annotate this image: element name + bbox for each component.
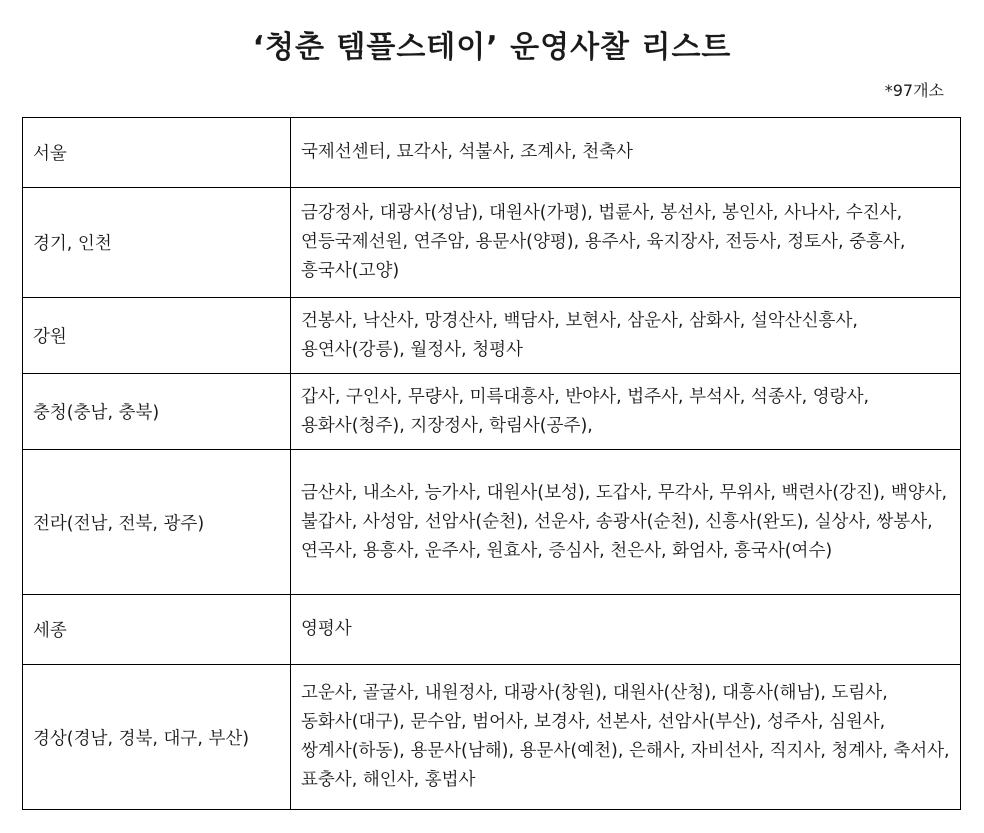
temple-name: 선운사	[534, 511, 585, 532]
temple-name: 대원사(산청)	[612, 683, 711, 703]
temple-name: 성주사	[767, 712, 818, 732]
temple-name: 홍법사	[424, 770, 476, 790]
temple-name: 자비선사	[690, 741, 759, 761]
region-row	[23, 450, 961, 595]
temple-name: 고운사	[301, 683, 352, 703]
temple-name: 청평사	[472, 339, 523, 360]
temple-name: 월정사	[410, 339, 462, 360]
temple-name: 묘각사	[396, 142, 448, 162]
temple-name: 대흥사(해남)	[722, 683, 821, 703]
temple-name: 대원사(보성)	[486, 482, 585, 503]
region-name: 충청(충남, 충북)	[23, 374, 291, 450]
temple-name: 조계사	[520, 142, 572, 162]
temple-name: 석종사	[750, 386, 802, 407]
temple-list-table	[22, 117, 961, 810]
temple-name: 대광사(창원)	[503, 683, 602, 703]
temple-name: 삼화사	[689, 310, 740, 331]
temple-name: 선암사(순천)	[424, 511, 523, 532]
temple-name: 운주사	[424, 540, 476, 561]
temple-name: 청계사	[831, 741, 883, 761]
temple-name: 봉인사	[722, 203, 773, 223]
temple-name: 반야사	[565, 386, 617, 407]
temple-name: 대원사(가평)	[489, 203, 588, 223]
region-name: 전라(전남, 전북, 광주)	[23, 450, 291, 595]
temple-name: 신흥사(완도)	[705, 511, 804, 532]
temple-name: 해인사	[362, 770, 414, 790]
temple-name: 용문사(양평)	[475, 232, 574, 252]
temple-name: 천축사	[582, 142, 633, 162]
temple-name: 무량사	[407, 386, 459, 407]
temple-name: 쌍계사(하동)	[301, 741, 400, 761]
temple-count-note: *97개소	[884, 81, 944, 100]
temple-name: 영평사	[301, 619, 352, 639]
temple-name: 육지장사	[646, 232, 715, 252]
temple-name: 문수암	[410, 712, 462, 732]
region-row	[23, 188, 961, 298]
temple-name: 쌍봉사	[876, 511, 928, 532]
temple-name: 실상사	[814, 511, 866, 532]
temple-list: 금산사, 내소사, 능가사, 대원사(보성), 도갑사, 무각사, 무위사, 백련사(강진), 백양사, 불갑사, 사성암, 선암사(순천), 선운사, 송광사(순천), 신흥사(완도), 실상사, 쌍봉사, 연곡사, 용흥사, 운주사, 원효사, 증심사, 천은사, 화엄사, 흥국사(여수)	[291, 450, 961, 595]
temple-name: 전등사	[725, 232, 777, 252]
region-row	[23, 374, 961, 450]
temple-name: 영랑사	[812, 386, 864, 407]
temple-name: 삼운사	[627, 310, 678, 331]
temple-name: 정토사	[787, 232, 838, 252]
page-title: ‘청춘 템플스테이’ 운영사찰 리스트	[252, 30, 732, 65]
temple-name: 사나사	[784, 203, 835, 223]
temple-name: 금산사	[301, 482, 352, 503]
temple-name: 원효사	[486, 540, 538, 561]
temple-name: 은해사	[628, 741, 680, 761]
region-row	[23, 298, 961, 374]
temple-name: 중흥사	[849, 232, 900, 252]
temple-name: 심원사	[828, 712, 880, 732]
temple-name: 축서사	[893, 741, 945, 761]
temple-name: 미륵대흥사	[469, 386, 555, 407]
temple-name: 법륜사	[598, 203, 650, 223]
temple-name: 표충사	[301, 770, 352, 790]
region-name: 경기, 인천	[23, 188, 291, 298]
temple-name: 천은사	[610, 540, 662, 561]
temple-name: 국제선센터	[301, 142, 386, 162]
temple-list	[291, 595, 961, 665]
temple-name: 증심사	[548, 540, 600, 561]
temple-name: 내소사	[362, 482, 414, 503]
temple-list: 건봉사, 낙산사, 망경산사, 백담사, 보현사, 삼운사, 삼화사, 설악산신흥사, 용연사(강릉), 월정사, 청평사	[291, 298, 961, 374]
temple-name: 용문사(남해)	[410, 741, 509, 761]
temple-name: 부석사	[689, 386, 740, 407]
temple-name: 학림사(공주)	[489, 415, 588, 436]
region-row	[23, 595, 961, 665]
temple-name: 화엄사	[672, 540, 723, 561]
temple-name: 동화사(대구)	[301, 712, 400, 732]
temple-name: 불갑사	[301, 511, 352, 532]
temple-name: 능가사	[424, 482, 476, 503]
temple-name: 무위사	[719, 482, 771, 503]
temple-name: 보경사	[534, 712, 585, 732]
temple-name: 용연사(강릉)	[301, 339, 400, 360]
temple-name: 송광사(순천)	[595, 511, 695, 532]
temple-name: 사성암	[362, 511, 414, 532]
temple-name: 대광사(성남)	[379, 203, 478, 223]
temple-name: 백양사	[890, 482, 942, 503]
temple-name: 수진사	[845, 203, 897, 223]
temple-name: 선본사	[595, 712, 647, 732]
temple-name: 용주사	[584, 232, 636, 252]
temple-name: 도림사	[831, 683, 883, 703]
temple-name: 망경산사	[424, 310, 493, 331]
region-name: 강원	[23, 298, 291, 374]
temple-list: 고운사, 골굴사, 내원정사, 대광사(창원), 대원사(산청), 대흥사(해남), 도림사, 동화사(대구), 문수암, 범어사, 보경사, 선본사, 선암사(부산), 성주사, 심원사, 쌍계사(하동), 용문사(남해), 용문사(예천), 은해사, 자비선사, 직지사, 청계사, 축서사, 표충사, 해인사, 홍법사	[291, 665, 961, 810]
region-name: 경상(경남, 경북, 대구, 부산)	[23, 665, 291, 810]
temple-name: 낙산사	[362, 310, 414, 331]
temple-name: 백담사	[503, 310, 555, 331]
temple-name: 법주사	[627, 386, 678, 407]
temple-name: 범어사	[472, 712, 523, 732]
region-row	[23, 665, 961, 810]
temple-name: 건봉사	[301, 310, 352, 331]
temple-name: 무각사	[657, 482, 709, 503]
temple-name: 구인사	[345, 386, 397, 407]
temple-name: 연주암	[413, 232, 465, 252]
temple-name: 봉선사	[660, 203, 711, 223]
temple-list-body	[23, 118, 961, 810]
region-name: 서울	[23, 118, 291, 188]
temple-name: 골굴사	[362, 683, 414, 703]
region-name: 세종	[23, 595, 291, 665]
temple-list: 갑사, 구인사, 무량사, 미륵대흥사, 반야사, 법주사, 부석사, 석종사, 영랑사, 용화사(청주), 지장정사, 학림사(공주),	[291, 374, 961, 450]
temple-name: 흥국사(여수)	[734, 540, 833, 561]
temple-name: 설악산신흥사	[750, 310, 853, 331]
temple-name: 석불사	[458, 142, 510, 162]
temple-name: 백련사(강진)	[781, 482, 880, 503]
temple-list: 국제선센터, 묘각사, 석불사, 조계사, 천축사	[291, 118, 961, 188]
region-row	[23, 118, 961, 188]
temple-name: 흥국사(고양)	[301, 261, 400, 281]
temple-name: 직지사	[769, 741, 821, 761]
temple-list: 금강정사, 대광사(성남), 대원사(가평), 법륜사, 봉선사, 봉인사, 사나사, 수진사, 연등국제선원, 연주암, 용문사(양평), 용주사, 육지장사, 전등사, 정토사, 중흥사, 흥국사(고양)	[291, 188, 961, 298]
temple-name: 보현사	[565, 310, 617, 331]
temple-name: 내원정사	[424, 683, 493, 703]
temple-name: 선암사(부산)	[657, 712, 756, 732]
temple-name: 연곡사	[301, 540, 352, 561]
temple-name: 연등국제선원	[301, 232, 403, 252]
temple-name: 지장정사	[410, 415, 478, 436]
temple-name: 도갑사	[595, 482, 647, 503]
temple-name: 갑사	[301, 386, 335, 407]
temple-name: 금강정사	[301, 203, 369, 223]
temple-name: 용흥사	[362, 540, 414, 561]
temple-name: 용문사(예천)	[519, 741, 618, 761]
temple-name: 용화사(청주)	[301, 415, 400, 436]
